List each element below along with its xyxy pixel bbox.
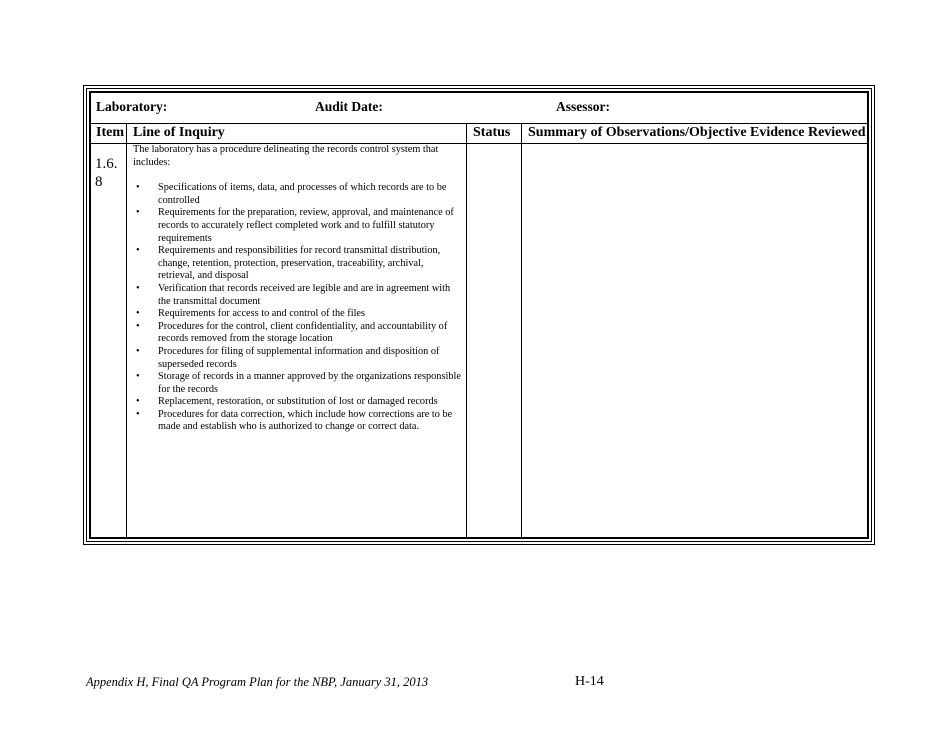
table-header-row (91, 93, 867, 124)
list-item: • Verification that records received are legible and are in agreement with the transmittal document (133, 283, 461, 308)
inquiry-bullet-list (133, 182, 461, 434)
list-item: • Specifications of items, data, and processes of which records are to be controlled (133, 182, 461, 207)
footer-page-number: H-14 (575, 674, 604, 689)
column-header-item: Item (96, 125, 124, 140)
footer-document-title: Appendix H, Final QA Program Plan for the NBP, January 31, 2013 (86, 675, 429, 689)
column-divider-inquiry (466, 123, 467, 537)
item-number (95, 155, 125, 191)
audit-table (83, 85, 875, 545)
list-item: • Requirements for access to and control of the files (133, 308, 461, 321)
item-number-line-1: 1.6. (95, 156, 118, 172)
inquiry-intro: The laboratory has a procedure delineating the records control system that includes: (133, 144, 439, 168)
audit-table-inner (89, 91, 869, 539)
column-divider-item (126, 123, 127, 537)
column-header-summary: Summary of Observations/Objective Evidence Reviewed (528, 125, 866, 140)
list-item: • Procedures for filing of supplemental information and disposition of superseded records (133, 346, 461, 371)
laboratory-label: Laboratory: (96, 99, 168, 114)
list-item: • Requirements for the preparation, review, approval, and maintenance of records to accurately reflect completed work and to fulfill statutory requirements (133, 207, 461, 245)
column-header-line-of-inquiry: Line of Inquiry (133, 125, 225, 140)
assessor-label: Assessor: (556, 99, 610, 114)
column-header-row (91, 123, 867, 144)
list-item: • Procedures for the control, client confidentiality, and accountability of records removed from the storage location (133, 321, 461, 346)
list-item: • Procedures for data correction, which include how corrections are to be made and establish who is authorized to change or correct data. (133, 409, 461, 434)
column-divider-status (521, 123, 522, 537)
item-number-line-2: 8 (95, 174, 103, 190)
list-item: • Storage of records in a manner approved by the organizations responsible for the records (133, 371, 461, 396)
list-item: • Replacement, restoration, or substitution of lost or damaged records (133, 396, 461, 409)
audit-date-label: Audit Date: (315, 99, 383, 114)
line-of-inquiry-cell (133, 144, 461, 434)
column-header-status: Status (473, 125, 511, 140)
list-item: • Requirements and responsibilities for record transmittal distribution, change, retention, protection, preservation, traceability, archival, retrieval, and disposal (133, 245, 461, 283)
